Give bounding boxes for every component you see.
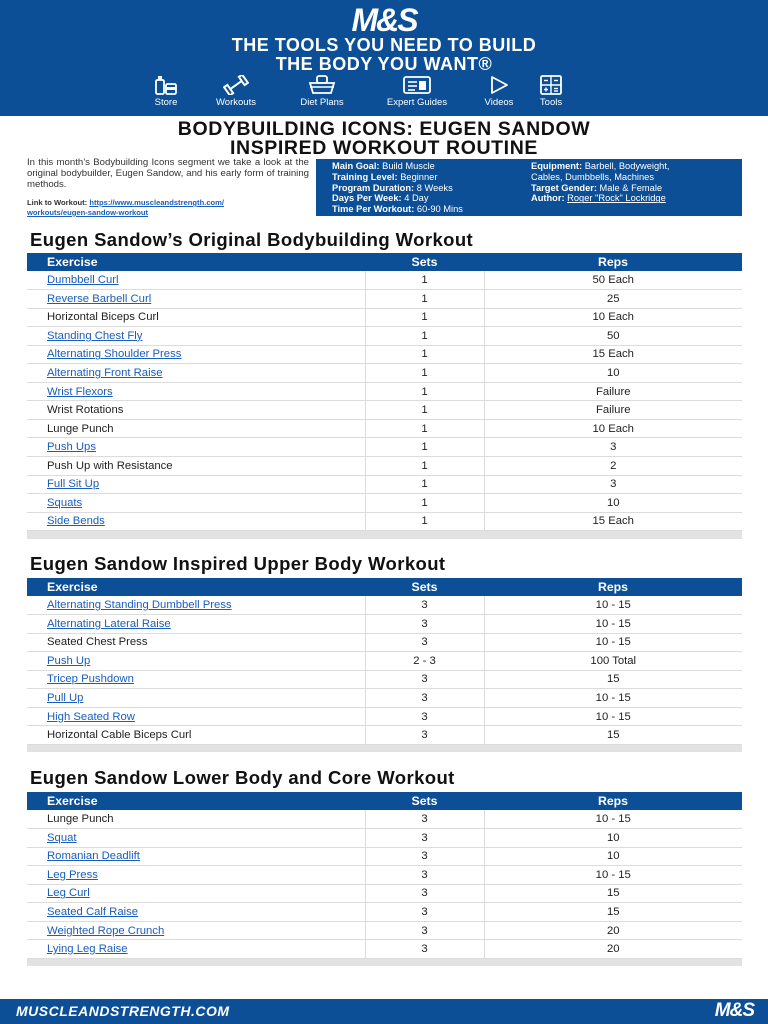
table-row: [27, 670, 742, 689]
reps-cell: 10: [484, 364, 742, 383]
table-row: [27, 456, 742, 475]
exercise-link[interactable]: High Seated Row: [47, 710, 135, 723]
info-key-duration: Program Duration:: [332, 182, 415, 193]
exercise-link[interactable]: Alternating Shoulder Press: [47, 348, 182, 361]
nav-expert-guides[interactable]: [366, 75, 468, 108]
reps-cell: 2: [484, 456, 742, 475]
reps-cell: 20: [484, 921, 742, 940]
exercise-link[interactable]: Leg Curl: [47, 887, 90, 900]
exercise-cell: [27, 401, 365, 420]
reps-cell: Failure: [484, 401, 742, 420]
sets-cell: 1: [365, 438, 484, 457]
table-row: [27, 884, 742, 903]
exercise-link[interactable]: Squats: [47, 496, 83, 509]
workout-table-original: [27, 253, 742, 539]
guide-icon: [403, 75, 431, 95]
sets-cell: 3: [365, 615, 484, 634]
table-row: [27, 382, 742, 401]
table-row: [27, 940, 742, 959]
exercise-cell: [27, 615, 365, 634]
info-val-level: Beginner: [400, 171, 438, 182]
exercise-cell: [27, 847, 365, 866]
exercise-cell: [27, 707, 365, 726]
program-info-right: [531, 161, 670, 204]
reps-cell: 15 Each: [484, 512, 742, 531]
exercise-name: Horizontal Biceps Curl: [47, 311, 159, 324]
table-row: [27, 903, 742, 922]
col-header-sets: Sets: [365, 792, 484, 810]
table-row: [27, 494, 742, 513]
exercise-link[interactable]: Seated Calf Raise: [47, 906, 139, 918]
info-key-level: Training Level:: [332, 171, 398, 182]
info-key-goal: Main Goal:: [332, 161, 380, 171]
table-row: [27, 866, 742, 885]
exercise-name: Wrist Rotations: [47, 404, 124, 417]
table-row: [27, 308, 742, 327]
exercise-name: Lunge Punch: [47, 813, 114, 826]
tagline-line-1: THE TOOLS YOU NEED TO BUILD: [231, 35, 537, 55]
exercise-link[interactable]: Push Ups: [47, 441, 96, 454]
exercise-cell: [27, 364, 365, 383]
exercise-link[interactable]: Tricep Pushdown: [47, 673, 134, 686]
exercise-link[interactable]: Romanian Deadlift: [47, 850, 140, 863]
reps-cell: 25: [484, 290, 742, 309]
info-val-goal: Build Muscle: [382, 161, 435, 171]
table-row: [27, 327, 742, 346]
footer-bar: [0, 999, 768, 1024]
exercise-cell: [27, 456, 365, 475]
exercise-link[interactable]: Alternating Lateral Raise: [47, 617, 171, 630]
reps-cell: 100 Total: [484, 652, 742, 671]
table-row: [27, 364, 742, 383]
exercise-cell: [27, 670, 365, 689]
sets-cell: 1: [365, 364, 484, 383]
col-header-reps: Reps: [484, 253, 742, 271]
sets-cell: 1: [365, 475, 484, 494]
reps-cell: 10 - 15: [484, 810, 742, 829]
exercise-cell: [27, 940, 365, 959]
exercise-link[interactable]: Alternating Standing Dumbbell Press: [47, 599, 232, 612]
exercise-cell: [27, 903, 365, 922]
table-footer-cell: [27, 744, 742, 752]
table-footer-strip: [27, 744, 742, 752]
sets-cell: 3: [365, 670, 484, 689]
exercise-name: Push Up with Resistance: [47, 459, 173, 472]
exercise-link[interactable]: Standing Chest Fly: [47, 329, 143, 342]
nav-store[interactable]: [138, 75, 194, 108]
exercise-cell: [27, 596, 365, 615]
table-row: [27, 615, 742, 634]
exercise-cell: [27, 689, 365, 708]
exercise-link[interactable]: Dumbbell Curl: [47, 274, 119, 287]
reps-cell: Failure: [484, 382, 742, 401]
exercise-cell: [27, 866, 365, 885]
sets-cell: 1: [365, 456, 484, 475]
sets-cell: 3: [365, 903, 484, 922]
exercise-cell: [27, 271, 365, 290]
nav-videos-label: Videos: [484, 97, 514, 108]
workout-link-block: [27, 198, 312, 218]
sets-cell: 2 - 3: [365, 652, 484, 671]
nav-diet-plans-label: Diet Plans: [300, 97, 344, 108]
exercise-link[interactable]: Side Bends: [47, 515, 105, 528]
table-row: [27, 271, 742, 290]
sets-cell: 3: [365, 810, 484, 829]
sets-cell: 1: [365, 419, 484, 438]
brand-logo[interactable]: M&S: [351, 2, 417, 38]
sets-cell: 3: [365, 921, 484, 940]
exercise-link[interactable]: Wrist Flexors: [47, 385, 113, 398]
info-key-time: Time Per Workout:: [332, 204, 415, 215]
table-row: [27, 419, 742, 438]
info-val-time: 60-90 Mins: [416, 204, 463, 215]
reps-cell: 20: [484, 940, 742, 959]
table-footer-cell: [27, 531, 742, 539]
exercise-link[interactable]: Full Sit Up: [47, 478, 100, 491]
tagline: [0, 36, 768, 74]
exercise-cell: [27, 494, 365, 513]
exercise-link[interactable]: Pull Up: [47, 692, 84, 704]
info-val-equipment-2: Cables, Dumbbells, Machines: [531, 171, 654, 182]
table-row: [27, 726, 742, 745]
reps-cell: 50: [484, 327, 742, 346]
sets-cell: 1: [365, 494, 484, 513]
sets-cell: 3: [365, 726, 484, 745]
exercise-cell: [27, 633, 365, 652]
exercise-name: Seated Chest Press: [47, 636, 148, 649]
exercise-cell: [27, 419, 365, 438]
table-row: [27, 438, 742, 457]
col-header-exercise: Exercise: [27, 792, 365, 810]
table-row: [27, 847, 742, 866]
reps-cell: 15 Each: [484, 345, 742, 364]
exercise-cell: [27, 921, 365, 940]
sets-cell: 1: [365, 401, 484, 420]
page-title-line-1: BODYBUILDING ICONS: EUGEN SANDOW: [177, 118, 591, 140]
table-row: [27, 689, 742, 708]
exercise-cell: [27, 475, 365, 494]
table-row: [27, 475, 742, 494]
col-header-sets: Sets: [365, 253, 484, 271]
reps-cell: 10 - 15: [484, 689, 742, 708]
exercise-cell: [27, 810, 365, 829]
nav-workouts-label: Workouts: [216, 97, 256, 108]
table-row: [27, 401, 742, 420]
table-row: [27, 921, 742, 940]
nav-workouts[interactable]: [194, 75, 278, 108]
sets-cell: 3: [365, 884, 484, 903]
col-header-reps: Reps: [484, 578, 742, 596]
section-title-upper: Eugen Sandow Inspired Upper Body Workout: [30, 553, 446, 574]
section-title-original: Eugen Sandow’s Original Bodybuilding Workout: [30, 229, 474, 250]
table-row: [27, 652, 742, 671]
table-row: [27, 829, 742, 848]
reps-cell: 10 - 15: [484, 707, 742, 726]
sets-cell: 3: [365, 829, 484, 848]
info-val-days: 4 Day: [404, 193, 429, 204]
reps-cell: 10 - 15: [484, 866, 742, 885]
reps-cell: 10: [484, 494, 742, 513]
table-row: [27, 345, 742, 364]
sets-cell: 1: [365, 382, 484, 401]
exercise-cell: [27, 327, 365, 346]
footer-site-link[interactable]: MUSCLEANDSTRENGTH.COM: [16, 1003, 230, 1019]
exercise-cell: [27, 884, 365, 903]
exercise-cell: [27, 652, 365, 671]
header-banner: [0, 0, 768, 116]
store-icon: [155, 75, 177, 95]
exercise-cell: [27, 308, 365, 327]
exercise-cell: [27, 345, 365, 364]
top-nav: [138, 75, 572, 108]
table-row: [27, 633, 742, 652]
sets-cell: 3: [365, 847, 484, 866]
page-title-line-2: INSPIRED WORKOUT ROUTINE: [230, 137, 538, 159]
info-key-days: Days Per Week:: [332, 193, 402, 204]
exercise-link[interactable]: Lying Leg Raise: [47, 943, 128, 956]
reps-cell: 15: [484, 903, 742, 922]
table-footer-cell: [27, 958, 742, 966]
info-val-gender: Male & Female: [599, 182, 663, 193]
info-key-gender: Target Gender:: [531, 182, 597, 193]
section-title-lower: Eugen Sandow Lower Body and Core Workout: [30, 767, 455, 788]
exercise-link[interactable]: Squat: [47, 831, 77, 844]
exercise-link[interactable]: Push Up: [47, 654, 91, 667]
workout-table-upper: [27, 578, 742, 752]
sets-cell: 1: [365, 290, 484, 309]
program-info-left: [332, 161, 463, 215]
sets-cell: 1: [365, 345, 484, 364]
sets-cell: 1: [365, 512, 484, 531]
table-row: [27, 707, 742, 726]
reps-cell: 10 - 15: [484, 633, 742, 652]
footer-logo: M&S: [714, 1000, 754, 1021]
sets-cell: 3: [365, 866, 484, 885]
play-icon: [488, 75, 510, 95]
intro-text: In this month’s Bodybuilding Icons segment we take a look at the original bodybuilder, Eugen Sandow, and his early form of training methods.: [27, 157, 309, 190]
reps-cell: 10: [484, 847, 742, 866]
exercise-cell: [27, 290, 365, 309]
info-val-equipment-1: Barbell, Bodyweight,: [584, 161, 670, 171]
exercise-name: Horizontal Cable Biceps Curl: [47, 729, 192, 742]
info-key-author: Author:: [531, 193, 565, 204]
exercise-cell: [27, 512, 365, 531]
nav-tools-label: Tools: [539, 97, 563, 108]
nav-store-label: Store: [154, 97, 178, 108]
table-row: [27, 512, 742, 531]
reps-cell: 15: [484, 670, 742, 689]
reps-cell: 3: [484, 438, 742, 457]
reps-cell: 15: [484, 884, 742, 903]
col-header-reps: Reps: [484, 792, 742, 810]
col-header-exercise: Exercise: [27, 578, 365, 596]
sets-cell: 3: [365, 689, 484, 708]
nav-diet-plans[interactable]: [278, 75, 366, 108]
workout-table-lower: [27, 792, 742, 966]
workout-link-line-2: workouts/eugen-sandow-workout: [27, 208, 149, 217]
reps-cell: 15: [484, 726, 742, 745]
page-title: [0, 120, 768, 158]
exercise-link[interactable]: Leg Press: [47, 868, 98, 881]
dumbbell-icon: [223, 75, 249, 95]
sets-cell: 1: [365, 327, 484, 346]
nav-videos[interactable]: [468, 75, 530, 108]
table-footer-strip: [27, 531, 742, 539]
exercise-cell: [27, 382, 365, 401]
workout-link-line-1: https://www.muscleandstrength.com/: [89, 198, 225, 207]
exercise-link[interactable]: Alternating Front Raise: [47, 367, 163, 379]
reps-cell: 10 - 15: [484, 596, 742, 615]
reps-cell: 50 Each: [484, 271, 742, 290]
workout-link-label: Link to Workout:: [27, 198, 88, 207]
nav-expert-guides-label: Expert Guides: [386, 97, 448, 108]
sets-cell: 3: [365, 707, 484, 726]
exercise-link[interactable]: Weighted Rope Crunch: [47, 924, 165, 937]
info-key-equipment: Equipment:: [531, 161, 583, 171]
reps-cell: 3: [484, 475, 742, 494]
author-link[interactable]: Roger "Rock" Lockridge: [567, 193, 666, 204]
table-row: [27, 290, 742, 309]
sets-cell: 1: [365, 308, 484, 327]
col-header-sets: Sets: [365, 578, 484, 596]
col-header-exercise: Exercise: [27, 253, 365, 271]
reps-cell: 10 - 15: [484, 615, 742, 634]
sets-cell: 3: [365, 633, 484, 652]
info-val-duration: 8 Weeks: [416, 182, 453, 193]
exercise-cell: [27, 726, 365, 745]
reps-cell: 10 Each: [484, 419, 742, 438]
scale-icon: [307, 75, 337, 95]
calculator-icon: [540, 75, 562, 95]
table-footer-strip: [27, 958, 742, 966]
sets-cell: 1: [365, 271, 484, 290]
exercise-link[interactable]: Reverse Barbell Curl: [47, 292, 152, 305]
tagline-line-2: THE BODY YOU WANT®: [275, 54, 493, 74]
program-info-box: [316, 159, 742, 216]
exercise-cell: [27, 829, 365, 848]
table-row: [27, 810, 742, 829]
reps-cell: 10 Each: [484, 308, 742, 327]
exercise-cell: [27, 438, 365, 457]
sets-cell: 3: [365, 940, 484, 959]
exercise-name: Lunge Punch: [47, 422, 114, 435]
sets-cell: 3: [365, 596, 484, 615]
table-row: [27, 596, 742, 615]
reps-cell: 10: [484, 829, 742, 848]
nav-tools[interactable]: [530, 75, 572, 108]
